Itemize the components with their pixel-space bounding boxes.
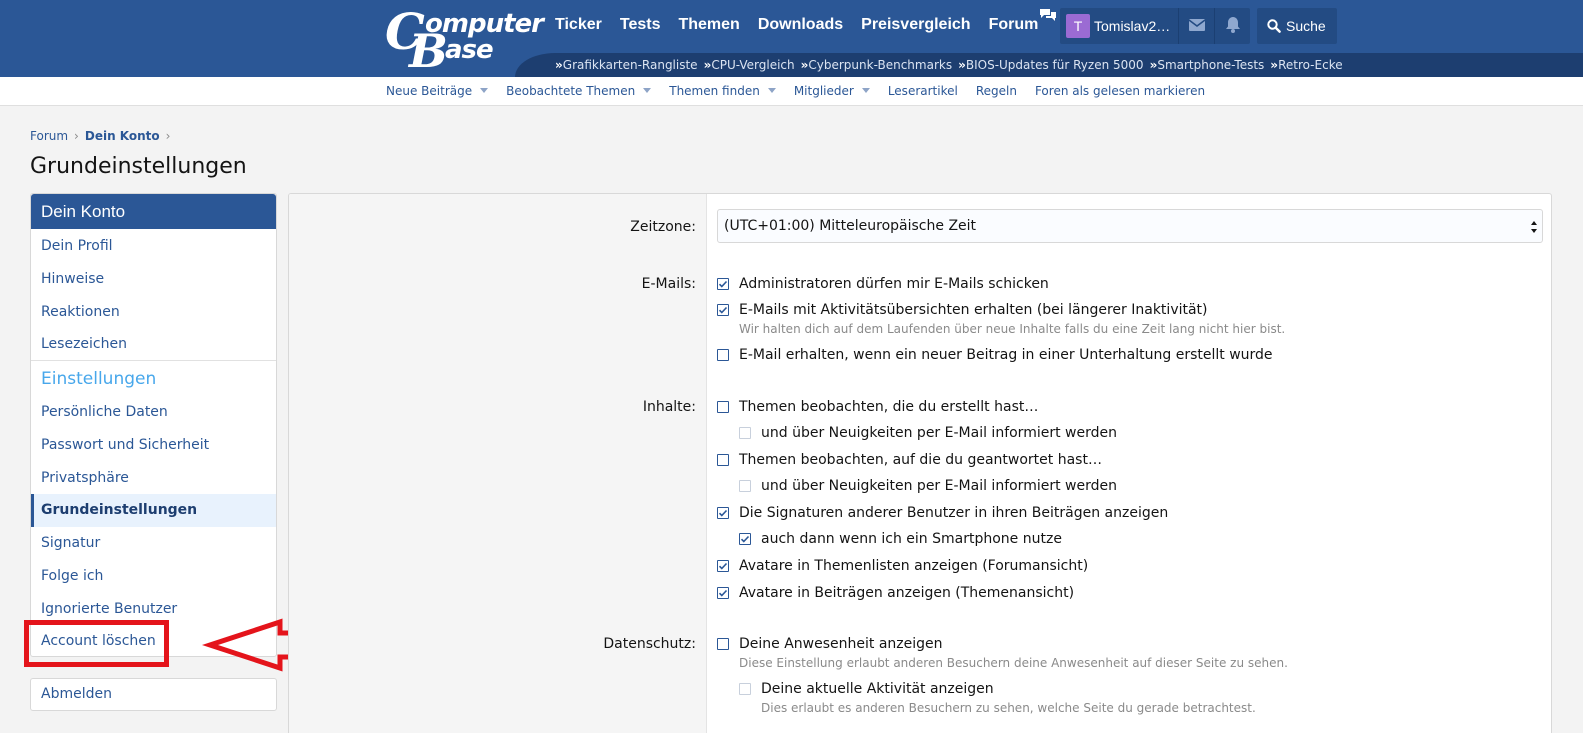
timezone-value: (UTC+01:00) Mitteleuropäische Zeit	[724, 218, 977, 234]
site-header	[0, 0, 1583, 77]
checkbox-checked[interactable]	[717, 587, 729, 599]
mail-icon[interactable]	[1189, 19, 1205, 31]
user-name: Tomislav2…	[1094, 18, 1171, 34]
check-icon	[718, 561, 728, 571]
logo-word-ase: ase	[445, 35, 493, 65]
sidebar-item-grundeinstellungen[interactable]: Grundeinstellungen	[31, 494, 276, 527]
sidebar-section-einstellungen: Einstellungen	[31, 360, 276, 396]
nav-preisvergleich[interactable]: Preisvergleich	[861, 16, 971, 33]
check-icon	[718, 588, 728, 598]
logo-letter-c: C	[385, 2, 425, 61]
checkbox-disabled[interactable]	[739, 427, 751, 439]
check-icon	[740, 534, 750, 544]
quick-link[interactable]: »BIOS-Updates für Ryzen 5000	[958, 58, 1144, 72]
check-icon	[718, 305, 728, 315]
nav-themen[interactable]: Themen	[678, 16, 740, 33]
subnav-themen-finden[interactable]: Themen finden	[669, 83, 776, 99]
breadcrumb-separator: ›	[165, 129, 171, 143]
checkbox-checked[interactable]	[717, 304, 729, 316]
account-sidebar	[30, 193, 277, 657]
checkbox-disabled[interactable]	[739, 683, 751, 695]
checkbox-disabled[interactable]	[739, 480, 751, 492]
sidebar-item-privatsphaere[interactable]: Privatsphäre	[41, 470, 129, 486]
quick-link[interactable]: »Retro-Ecke	[1270, 58, 1343, 72]
emails-label: E-Mails:	[641, 276, 696, 292]
sidebar-item-folge-ich[interactable]: Folge ich	[41, 568, 104, 584]
search-button[interactable]	[1257, 8, 1337, 44]
hint-activity-summary: Wir halten dich auf dem Laufenden über neue Inhalte falls du eine Zeit lang nicht hier bist.	[739, 322, 1286, 336]
sidebar-item-reaktionen[interactable]: Reaktionen	[41, 304, 120, 320]
hint-show-activity: Dies erlaubt es anderen Besuchern zu sehen, welche Seite du gerade betrachtest.	[761, 701, 1256, 715]
hint-show-online: Diese Einstellung erlaubt anderen Besuchern deine Anwesenheit auf dieser Seite zu sehen.	[739, 656, 1288, 670]
sidebar-item-account-loeschen[interactable]: Account löschen	[41, 633, 156, 649]
breadcrumb-forum[interactable]: Forum	[30, 129, 69, 143]
checkbox-unchecked[interactable]	[717, 401, 729, 413]
page-title: Grundeinstellungen	[30, 154, 247, 179]
subnav-leserartikel[interactable]: Leserartikel	[887, 84, 958, 98]
highlight-box	[24, 620, 169, 667]
chat-bubbles-icon	[1039, 8, 1057, 22]
chevron-down-icon	[862, 88, 870, 93]
chevron-down-icon	[768, 88, 776, 93]
avatar: T	[1066, 14, 1090, 38]
sidebar-item-passwort[interactable]: Passwort und Sicherheit	[41, 437, 210, 453]
nav-ticker[interactable]: Ticker	[555, 16, 602, 33]
sidebar-item-lesezeichen[interactable]: Lesezeichen	[41, 336, 127, 352]
checkbox-unchecked[interactable]	[717, 349, 729, 361]
checkbox-checked[interactable]	[717, 507, 729, 519]
breadcrumb-dein-konto[interactable]: Dein Konto	[84, 129, 160, 143]
nav-downloads[interactable]: Downloads	[757, 16, 844, 33]
subnav-mark-read[interactable]: Foren als gelesen markieren	[1034, 84, 1206, 98]
quick-link[interactable]: »Cyberpunk-Benchmarks	[800, 58, 953, 72]
settings-panel: Zeitzone: (UTC+01:00) Mitteleuropäische Zeit E-Mails: Administratoren dürfen mir E-Mails schicken E-Mails mit Aktivitätsübersichten erhalten (bei längerer Inaktivität) Wir halten dich auf dem Laufenden über neue Inhalte falls du eine Zeit lang nicht hier bist. E-Mail erhalten, wenn ein neuer Beitrag in einer Unterhaltung erstellt wurde Inhalte: Themen beobachten, die du erstellt hast… und über Neuigkeiten per E-Mail informiert werden Themen beobachten, auf die du geantwortet hast… und über Neuigkeiten per E-Mail informiert werden Die Signaturen anderer Benutzer in ihren Beiträgen anzeigen auch dann wenn ich ein Smartphone nutze Avatare in Themenlisten anzeigen (Forumansicht) Avatare in Beiträgen anzeigen (Themenansicht) Datenschutz: Deine Anwesenheit anzeigen Diese Einstellung erlaubt anderen Besuchern deine Anwesenheit auf dieser Seite zu sehen. Deine aktuelle Aktivität anzeigen Dies erlaubt es anderen Besuchern zu sehen, welche Seite du gerade betrachtest.	[288, 193, 1552, 733]
user-menu[interactable]	[1060, 8, 1250, 44]
subnav-mitglieder[interactable]: Mitglieder	[794, 83, 870, 99]
subnav-neue-beitraege[interactable]: Neue Beiträge	[386, 83, 488, 99]
quick-link[interactable]: »Smartphone-Tests	[1149, 58, 1265, 72]
subnav-beobachtete-themen[interactable]: Beobachtete Themen	[506, 83, 651, 99]
checkbox-checked[interactable]	[717, 278, 729, 290]
chevron-down-icon	[643, 88, 651, 93]
quick-links	[555, 57, 1343, 73]
select-arrows-icon	[1530, 220, 1538, 234]
logo-word-omputer: omputer	[425, 9, 543, 39]
sidebar-heading[interactable]: Dein Konto	[31, 194, 276, 229]
quick-link[interactable]: »Grafikkarten-Rangliste	[555, 58, 698, 72]
breadcrumb	[30, 128, 170, 144]
header-divider	[1178, 8, 1179, 44]
check-icon	[718, 279, 728, 289]
logout-button[interactable]: Abmelden	[30, 678, 277, 711]
logo-letter-b: B	[409, 24, 448, 77]
checkbox-unchecked[interactable]	[717, 638, 729, 650]
chevron-down-icon	[480, 88, 488, 93]
bell-icon[interactable]	[1225, 16, 1241, 33]
sidebar-item-signatur[interactable]: Signatur	[41, 535, 101, 551]
privacy-label: Datenschutz:	[603, 636, 696, 652]
forum-subnav	[0, 77, 1583, 106]
search-icon	[1267, 19, 1281, 33]
nav-forum[interactable]	[980, 14, 1048, 38]
check-icon	[718, 508, 728, 518]
nav-tests[interactable]: Tests	[619, 16, 661, 33]
sidebar-item-dein-profil[interactable]: Dein Profil	[41, 238, 113, 254]
main-nav	[546, 14, 1047, 38]
checkbox-unchecked[interactable]	[717, 454, 729, 466]
timezone-label: Zeitzone:	[630, 219, 696, 235]
nav-forum-label: Forum	[988, 16, 1039, 33]
checkbox-checked[interactable]	[717, 560, 729, 572]
sidebar-item-persoenliche-daten[interactable]: Persönliche Daten	[41, 404, 168, 420]
sidebar-item-ignorierte-benutzer[interactable]: Ignorierte Benutzer	[41, 601, 178, 617]
checkbox-checked[interactable]	[739, 533, 751, 545]
sidebar-item-hinweise[interactable]: Hinweise	[41, 271, 105, 287]
header-divider	[1214, 8, 1215, 44]
computerbase-logo[interactable]	[385, 2, 543, 77]
subnav-regeln[interactable]: Regeln	[975, 84, 1017, 98]
quick-link[interactable]: »CPU-Vergleich	[703, 58, 795, 72]
timezone-select[interactable]	[717, 209, 1543, 243]
search-button-label: Suche	[1286, 18, 1326, 34]
breadcrumb-separator: ›	[74, 129, 79, 143]
content-label: Inhalte:	[642, 399, 696, 415]
